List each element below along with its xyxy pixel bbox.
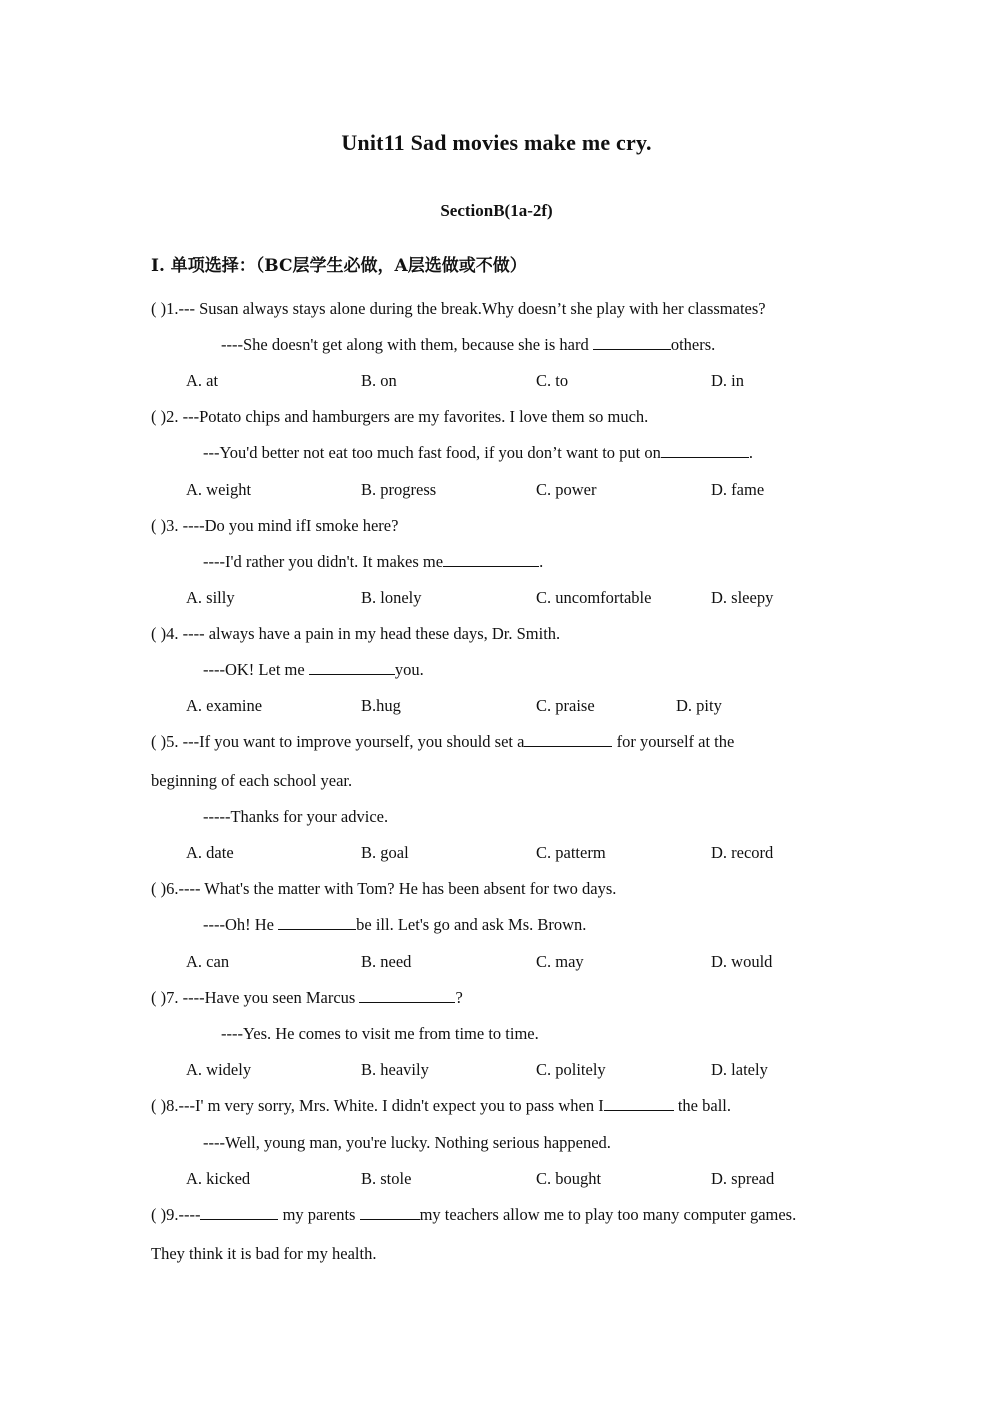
question-2-response [203,442,753,464]
option-c: C. may [536,952,584,971]
answer-blank [200,1204,278,1220]
option-c: C. to [536,371,569,390]
stem-text: ( )5. ---If you want to improve yourself, you should set a [151,732,525,751]
option-a: A. silly [186,588,235,607]
option-b: B. stole [361,1169,412,1188]
response-text: you. [394,660,424,679]
option-b: B. progress [361,480,437,499]
option-a: A. widely [186,1060,252,1079]
stem-text: ? [455,988,463,1007]
option-a: A. examine [186,696,263,715]
question-6-stem: ( )6.---- What's the matter with Tom? He has been absent for two days. [151,879,617,898]
option-d: D. would [711,952,773,971]
question-8-stem [151,1095,731,1117]
answer-blank [661,442,749,458]
answer-blank [309,659,395,675]
stem-text: my parents [278,1205,360,1224]
response-text: ----OK! Let me [203,660,309,679]
option-a: A. at [186,371,219,390]
question-5-stem [151,731,734,753]
question-3-stem: ( )3. ----Do you mind ifI smoke here? [151,516,399,535]
stem-text: ( )7. ----Have you seen Marcus [151,988,360,1007]
option-d: D. pity [676,696,722,715]
question-1-stem: ( )1.--- Susan always stays alone during the break.Why doesn’t she play with her classmates? [151,299,766,318]
stem-text: ( )8.---I' m very sorry, Mrs. White. I didn't expect you to pass when I [151,1096,604,1115]
option-d: D. lately [711,1060,768,1079]
option-c: C. politely [536,1060,606,1079]
question-6-response [203,914,586,936]
question-7-response: ----Yes. He comes to visit me from time to time. [221,1024,539,1043]
option-d: D. sleepy [711,588,774,607]
option-b: B.hug [361,696,401,715]
option-c: C. power [536,480,597,499]
option-b: B. goal [361,843,409,862]
answer-blank [278,914,356,930]
question-9-stem-continued: They think it is bad for my health. [151,1244,377,1263]
section-heading: I. 单项选择：（BC层学生必做，A层选做或不做） [151,256,527,276]
answer-blank [359,987,455,1003]
option-d: D. record [711,843,774,862]
option-c: C. bought [536,1169,602,1188]
response-text: . [539,552,544,571]
answer-blank [360,1204,420,1220]
answer-blank [443,551,539,567]
response-text: be ill. Let's go and ask Ms. Brown. [356,915,587,934]
question-5-response: -----Thanks for your advice. [203,807,389,826]
response-text: ---You'd better not eat too much fast food, if you don’t want to put on [203,443,661,462]
stem-text: for yourself at the [612,732,735,751]
option-c: C. uncomfortable [536,588,652,607]
option-c: C. patterm [536,843,606,862]
option-b: B. heavily [361,1060,429,1079]
page-title: Unit11 Sad movies make me cry. [341,130,652,155]
stem-text: ( )9.---- [151,1205,201,1224]
option-b: B. on [361,371,397,390]
response-text: ----Oh! He [203,915,279,934]
option-c: C. praise [536,696,595,715]
stem-text: my teachers allow me to play too many computer games. [419,1205,797,1224]
response-text: . [748,443,754,462]
option-a: A. kicked [186,1169,251,1188]
question-3-response [203,551,543,573]
response-text: ----She doesn't get along with them, because she is hard [221,335,593,354]
question-4-stem: ( )4. ---- always have a pain in my head these days, Dr. Smith. [151,624,561,643]
option-d: D. in [711,371,744,390]
question-7-stem [151,987,463,1009]
question-2-stem: ( )2. ---Potato chips and hamburgers are my favorites. I love them so much. [151,407,649,426]
question-9-stem [151,1204,796,1226]
stem-text: the ball. [673,1096,731,1115]
answer-blank [524,731,612,747]
option-a: A. date [186,843,234,862]
question-8-response: ----Well, young man, you're lucky. Nothing serious happened. [203,1133,611,1152]
option-a: A. can [186,952,230,971]
question-5-stem-continued: beginning of each school year. [151,771,353,790]
response-text: others. [670,335,716,354]
option-b: B. lonely [361,588,422,607]
response-text: ----I'd rather you didn't. It makes me [203,552,444,571]
option-d: D. spread [711,1169,775,1188]
question-4-response [203,659,424,681]
option-d: D. fame [711,480,765,499]
answer-blank [604,1095,674,1111]
option-b: B. need [361,952,412,971]
question-1-response [221,334,715,356]
page-subtitle: SectionB(1a-2f) [440,201,553,220]
answer-blank [593,334,671,350]
option-a: A. weight [186,480,252,499]
